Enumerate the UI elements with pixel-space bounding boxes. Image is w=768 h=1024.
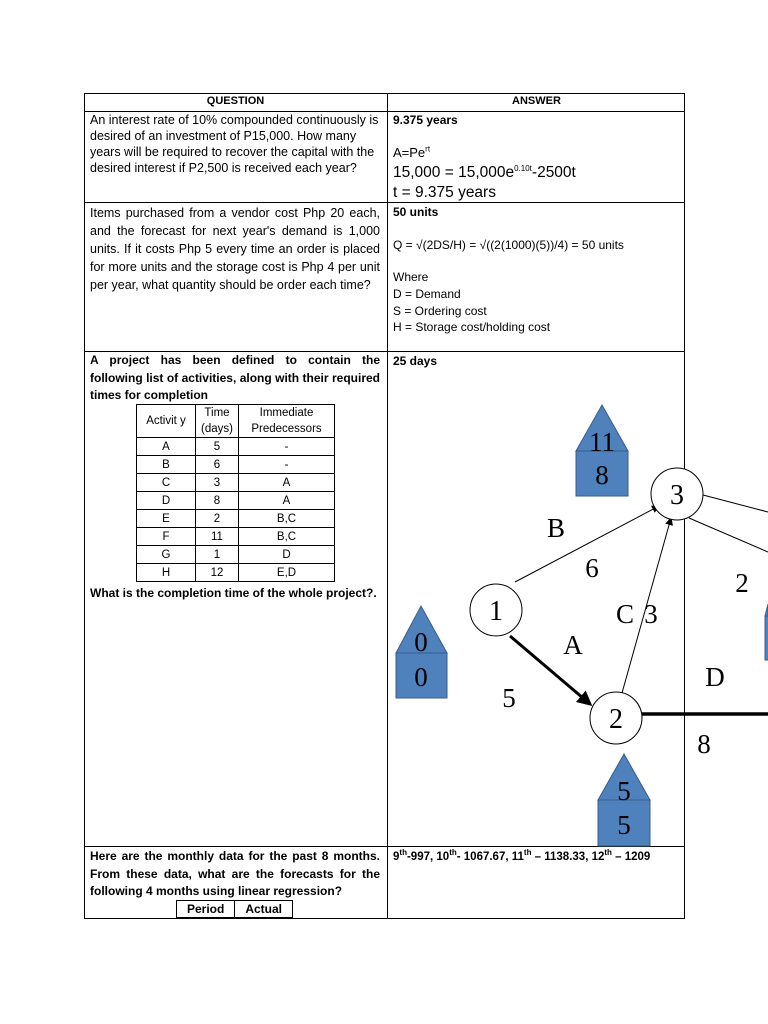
- activity-cell: A: [137, 438, 196, 456]
- time-cell: 2: [196, 510, 239, 528]
- answer-2-def: D = Demand: [393, 287, 461, 301]
- edge-label-b: B: [546, 513, 566, 543]
- svg-text:3: 3: [670, 480, 684, 511]
- answer-1-formula: $A=Pe^{rt}$: [393, 144, 431, 160]
- edge-e: [689, 518, 768, 552]
- edge-label-d-time: 8: [697, 729, 711, 759]
- time-marker-node-1: [396, 606, 447, 698]
- question-header: QUESTION: [206, 95, 265, 107]
- question-4: Here are the monthly data for the past 8 months. From these data, what are the forecasts for the following 4 months using linear regression?: [90, 849, 380, 898]
- predecessor-cell: A: [239, 492, 335, 510]
- predecessor-cell: B,C: [239, 510, 335, 528]
- node-2: [590, 692, 642, 744]
- answer-1-equation: $15,000 = 15,000e^{0.10t}-2500t$: [393, 163, 576, 181]
- time-cell: 5: [196, 438, 239, 456]
- time-marker-node-2: [598, 754, 650, 846]
- time-header: Time (days): [196, 405, 239, 438]
- answer-2-def: S = Ordering cost: [393, 304, 487, 318]
- question-1: An interest rate of 10% compounded continuously is desired of an investment of P15,000. How many years will be required to recover the capital with the desired interest if P2,500 is received each year?: [90, 113, 379, 175]
- answer-2-def: H = Storage cost/holding cost: [393, 320, 551, 334]
- svg-text:1: 1: [489, 596, 503, 627]
- answer-2-where: Where: [393, 270, 429, 284]
- time-cell: 1: [196, 546, 239, 564]
- node-1: [470, 584, 522, 636]
- edge-label-a: A: [563, 630, 583, 660]
- activity-header: Activit y: [137, 405, 196, 438]
- edge-label-b-time: 6: [585, 553, 599, 583]
- answer-4: 9th-997, 10th- 1067.67, 11th – 1138.33, 12th – 1209: [393, 848, 651, 863]
- svg-text:5: 5: [617, 776, 631, 806]
- predecessor-cell: -: [239, 456, 335, 474]
- svg-text:11: 11: [589, 427, 615, 457]
- predecessor-cell: E,D: [239, 564, 335, 582]
- time-cell: 3: [196, 474, 239, 492]
- node-3: [651, 468, 703, 520]
- svg-text:5: 5: [617, 810, 631, 840]
- activity-cell: C: [137, 474, 196, 492]
- predecessors-header: Immediate Predecessors: [239, 405, 335, 438]
- time-cell: 12: [196, 564, 239, 582]
- answer-1-title: 9.375 years: [393, 113, 458, 127]
- edge-label-e-time: 2: [735, 568, 749, 598]
- edge-f: [703, 495, 768, 512]
- activity-cell: E: [137, 510, 196, 528]
- predecessor-cell: A: [239, 474, 335, 492]
- predecessor-cell: D: [239, 546, 335, 564]
- time-cell: 6: [196, 456, 239, 474]
- question-2: Items purchased from a vendor cost Php 20 each, and the forecast for next year's demand is 1,000 units. If it costs Php 5 every time an order is placed for more units and the storage cost is Php 4 per unit per year, what quantity should be order each time?: [90, 206, 380, 292]
- edge-label-c: C: [615, 599, 635, 629]
- edge-label-a-time: 5: [502, 683, 516, 713]
- time-marker-node-3: [576, 405, 628, 496]
- activity-cell: H: [137, 564, 196, 582]
- answer-2-title: 50 units: [393, 205, 439, 219]
- svg-text:0: 0: [414, 662, 428, 692]
- activity-cell: F: [137, 528, 196, 546]
- answer-3-title: 25 days: [393, 354, 438, 368]
- activity-cell: D: [137, 492, 196, 510]
- activity-cell: B: [137, 456, 196, 474]
- edge-label-d: D: [705, 662, 725, 692]
- svg-text:2: 2: [609, 704, 623, 735]
- time-cell: 8: [196, 492, 239, 510]
- question-3-intro: A project has been defined to contain the following list of activities, along with their required times for completion: [90, 353, 380, 402]
- predecessor-cell: B,C: [239, 528, 335, 546]
- svg-text:8: 8: [595, 460, 609, 490]
- answer-2-formula: Q = √(2DS/H) = √((2(1000)(5))/4) = 50 units: [393, 238, 624, 252]
- question-3-outro: What is the completion time of the whole project?.: [90, 586, 377, 600]
- actual-header: Actual: [235, 901, 293, 918]
- time-cell: 11: [196, 528, 239, 546]
- predecessor-cell: -: [239, 438, 335, 456]
- edge-label-c-time: 3: [644, 599, 658, 629]
- answer-header: ANSWER: [512, 95, 561, 107]
- activity-cell: G: [137, 546, 196, 564]
- answer-1-result: t = 9.375 years: [393, 184, 496, 201]
- period-header: Period: [177, 901, 235, 918]
- svg-text:0: 0: [414, 627, 428, 657]
